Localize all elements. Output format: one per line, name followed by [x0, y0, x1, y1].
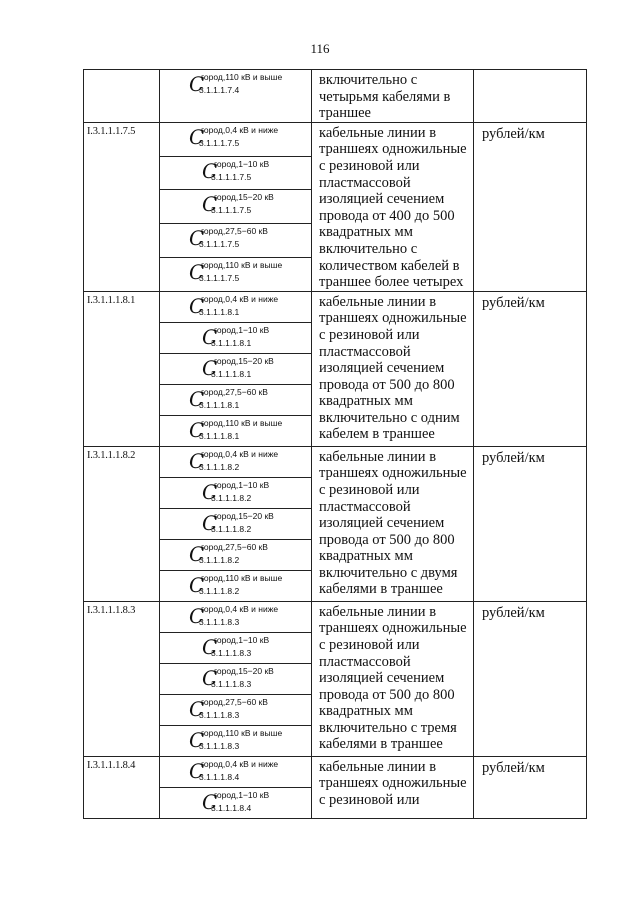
- rate-symbol-subscript: 3.1.1.1.7.5: [211, 205, 252, 216]
- rate-code: I.3.1.1.1.8.3: [84, 601, 160, 756]
- rate-symbol-cell: [160, 322, 312, 353]
- rate-symbol: [160, 323, 311, 353]
- rate-symbol-cell: [160, 257, 312, 291]
- rate-symbol-subscript: 3.1.1.1.8.3: [199, 740, 240, 751]
- rate-symbol-subscript: 3.1.1.1.7.5: [199, 137, 240, 148]
- rate-symbol-letter: C: [189, 386, 205, 411]
- rate-symbol-cell: [160, 694, 312, 725]
- rate-symbol-subscript: 3.1.1.1.8.3: [199, 709, 240, 720]
- rate-symbol-cell: [160, 156, 312, 190]
- rate-symbol-subscript: 3.1.1.1.8.2: [211, 492, 252, 503]
- rate-symbol-letter: C: [189, 758, 205, 783]
- rate-symbol: [160, 190, 311, 220]
- rate-symbol-subscript: 3.1.1.1.7.5: [199, 272, 240, 283]
- rate-symbol-subscript: 3.1.1.1.8.2: [199, 585, 240, 596]
- rate-symbol: [160, 540, 311, 570]
- rate-symbol-letter: C: [202, 158, 218, 183]
- rate-symbol-letter: C: [189, 226, 205, 251]
- rate-symbol-letter: C: [189, 124, 205, 149]
- rate-symbol-superscript: город,15−20 кВ: [214, 192, 274, 203]
- rate-symbol-cell: [160, 601, 312, 632]
- rate-code: I.3.1.1.1.8.4: [84, 756, 160, 818]
- rate-symbol-cell: [160, 384, 312, 415]
- rate-symbol-letter: C: [202, 634, 218, 659]
- rate-symbol-cell: [160, 725, 312, 756]
- table-row: [84, 601, 587, 632]
- rate-symbol: [160, 258, 311, 288]
- rate-symbol-superscript: город,15−20 кВ: [214, 355, 274, 366]
- rate-symbol-superscript: город,27,5−60 кВ: [201, 226, 268, 237]
- rate-symbol-subscript: 3.1.1.1.8.1: [199, 430, 240, 441]
- rate-symbol-superscript: город,110 кВ и выше: [201, 72, 283, 82]
- rate-symbol-superscript: город,1−10 кВ: [214, 324, 270, 335]
- rate-symbol: [160, 478, 311, 508]
- rate-symbol: [160, 602, 311, 632]
- rate-symbol-subscript: 3.1.1.1.8.3: [199, 616, 240, 627]
- rate-symbol-letter: C: [202, 355, 218, 380]
- rate-unit: рублей/км: [474, 291, 587, 446]
- rate-unit: рублей/км: [474, 756, 587, 818]
- rate-symbol-letter: C: [202, 192, 218, 217]
- rate-symbol: [160, 70, 311, 100]
- rate-symbol-superscript: город,1−10 кВ: [214, 158, 270, 169]
- rate-symbol-letter: C: [189, 603, 205, 628]
- rate-symbol-letter: C: [189, 541, 205, 566]
- rate-symbol-cell: [160, 122, 312, 156]
- rate-symbol: [160, 224, 311, 254]
- rate-symbol-subscript: 3.1.1.1.7.5: [211, 171, 252, 182]
- rate-symbol-cell: [160, 787, 312, 818]
- rate-symbol-subscript: 3.1.1.1.8.2: [199, 461, 240, 472]
- tariff-table: [83, 69, 587, 819]
- rate-symbol: [160, 695, 311, 725]
- rate-symbol-letter: C: [189, 727, 205, 752]
- rate-symbol-cell: [160, 508, 312, 539]
- rate-description: включительно с четырьмя кабелями в траншее: [312, 70, 474, 123]
- rate-symbol-cell: [160, 632, 312, 663]
- rate-symbol-cell: [160, 539, 312, 570]
- rate-symbol: [160, 447, 311, 477]
- rate-symbol: [160, 633, 311, 663]
- rate-symbol-letter: C: [189, 572, 205, 597]
- rate-symbol-subscript: 3.1.1.1.8.1: [199, 399, 240, 410]
- rate-symbol-superscript: город,27,5−60 кВ: [201, 541, 268, 552]
- rate-symbol-superscript: город,0,4 кВ и ниже: [201, 603, 279, 614]
- rate-symbol: [160, 123, 311, 153]
- table-row: [84, 70, 587, 123]
- rate-symbol-cell: [160, 415, 312, 446]
- table-row: [84, 122, 587, 156]
- rate-symbol-subscript: 3.1.1.1.8.3: [211, 678, 252, 689]
- rate-symbol-cell: [160, 291, 312, 322]
- rate-code: I.3.1.1.1.8.1: [84, 291, 160, 446]
- rate-description: кабельные линии в траншеях одножильные с резиновой или пластмассовой изоляцией сечением провода от 500 до 800 квадратных мм включительно с одним кабелем в траншее: [312, 291, 474, 446]
- rate-symbol-subscript: 3.1.1.1.7.5: [199, 239, 240, 250]
- rate-symbol-subscript: 3.1.1.1.8.2: [211, 523, 252, 534]
- rate-symbol: [160, 788, 311, 818]
- rate-symbol-superscript: город,0,4 кВ и ниже: [201, 293, 279, 304]
- rate-symbol: [160, 509, 311, 539]
- rate-symbol-superscript: город,110 кВ и выше: [201, 417, 283, 428]
- rate-symbol-superscript: город,0,4 кВ и ниже: [201, 758, 279, 769]
- rate-unit: [474, 70, 587, 123]
- rate-symbol-letter: C: [202, 479, 218, 504]
- rate-symbol-letter: C: [189, 696, 205, 721]
- rate-symbol: [160, 571, 311, 601]
- tariff-table-body: [84, 70, 587, 819]
- rate-symbol-cell: [160, 663, 312, 694]
- rate-symbol-cell: [160, 190, 312, 224]
- table-row: [84, 756, 587, 787]
- rate-symbol-superscript: город,110 кВ и выше: [201, 259, 283, 270]
- rate-symbol-superscript: город,110 кВ и выше: [201, 572, 283, 583]
- rate-symbol-letter: C: [189, 448, 205, 473]
- rate-symbol-superscript: город,27,5−60 кВ: [201, 386, 268, 397]
- rate-symbol: [160, 726, 311, 756]
- rate-symbol-superscript: город,1−10 кВ: [214, 634, 270, 645]
- rate-symbol-letter: C: [189, 417, 205, 442]
- rate-symbol-letter: C: [202, 665, 218, 690]
- rate-symbol-superscript: город,1−10 кВ: [214, 479, 270, 490]
- rate-symbol-cell: [160, 224, 312, 258]
- rate-symbol-superscript: город,27,5−60 кВ: [201, 696, 268, 707]
- rate-symbol: [160, 157, 311, 187]
- rate-symbol-superscript: город,1−10 кВ: [214, 789, 270, 800]
- rate-symbol-subscript: 3.1.1.1.8.4: [199, 771, 240, 782]
- rate-code: I.3.1.1.1.7.5: [84, 122, 160, 291]
- rate-symbol: [160, 416, 311, 446]
- rate-symbol-superscript: город,110 кВ и выше: [201, 727, 283, 738]
- rate-symbol-subscript: 3.1.1.1.8.2: [199, 554, 240, 565]
- rate-symbol-letter: C: [202, 324, 218, 349]
- rate-symbol-subscript: 3.1.1.1.8.3: [211, 647, 252, 658]
- rate-symbol: [160, 385, 311, 415]
- rate-symbol-superscript: город,0,4 кВ и ниже: [201, 448, 279, 459]
- rate-symbol-subscript: 3.1.1.1.8.1: [211, 368, 252, 379]
- rate-description: кабельные линии в траншеях одножильные с резиновой или пластмассовой изоляцией сечением провода от 500 до 800 квадратных мм включительно с тремя кабелями в траншее: [312, 601, 474, 756]
- rate-symbol-cell: [160, 353, 312, 384]
- rate-symbol-letter: C: [189, 72, 205, 96]
- rate-symbol-cell: [160, 446, 312, 477]
- rate-symbol: [160, 354, 311, 384]
- rate-symbol: [160, 664, 311, 694]
- rate-symbol-letter: C: [189, 259, 205, 284]
- rate-description: кабельные линии в траншеях одножильные с резиновой или: [312, 756, 474, 818]
- rate-symbol-subscript: 3.1.1.1.8.1: [199, 306, 240, 317]
- rate-symbol-letter: C: [202, 510, 218, 535]
- rate-description: кабельные линии в траншеях одножильные с резиновой или пластмассовой изоляцией сечением провода от 500 до 800 квадратных мм включительно с двумя кабелями в траншее: [312, 446, 474, 601]
- rate-symbol: [160, 292, 311, 322]
- rate-symbol-subscript: 3.1.1.1.8.1: [211, 337, 252, 348]
- rate-code: [84, 70, 160, 123]
- rate-symbol-cell: [160, 570, 312, 601]
- rate-symbol-letter: C: [189, 293, 205, 318]
- table-row: [84, 291, 587, 322]
- rate-unit: рублей/км: [474, 122, 587, 291]
- rate-symbol-superscript: город,15−20 кВ: [214, 665, 274, 676]
- rate-symbol-superscript: город,0,4 кВ и ниже: [201, 124, 279, 135]
- rate-symbol-cell: [160, 477, 312, 508]
- rate-symbol-letter: C: [202, 789, 218, 814]
- table-row: [84, 446, 587, 477]
- rate-unit: рублей/км: [474, 446, 587, 601]
- rate-symbol-cell: [160, 70, 312, 123]
- rate-symbol-subscript: 3.1.1.1.8.4: [211, 802, 252, 813]
- page-number: 116: [310, 41, 330, 56]
- rate-symbol: [160, 757, 311, 787]
- rate-code: I.3.1.1.1.8.2: [84, 446, 160, 601]
- rate-symbol-cell: [160, 756, 312, 787]
- rate-symbol-superscript: город,15−20 кВ: [214, 510, 274, 521]
- rate-description: кабельные линии в траншеях одножильные с резиновой или пластмассовой изоляцией сечением провода от 400 до 500 квадратных мм включительно с количеством кабелей в траншее более четырех: [312, 122, 474, 291]
- rate-symbol-subscript: 3.1.1.1.7.4: [199, 85, 240, 95]
- rate-unit: рублей/км: [474, 601, 587, 756]
